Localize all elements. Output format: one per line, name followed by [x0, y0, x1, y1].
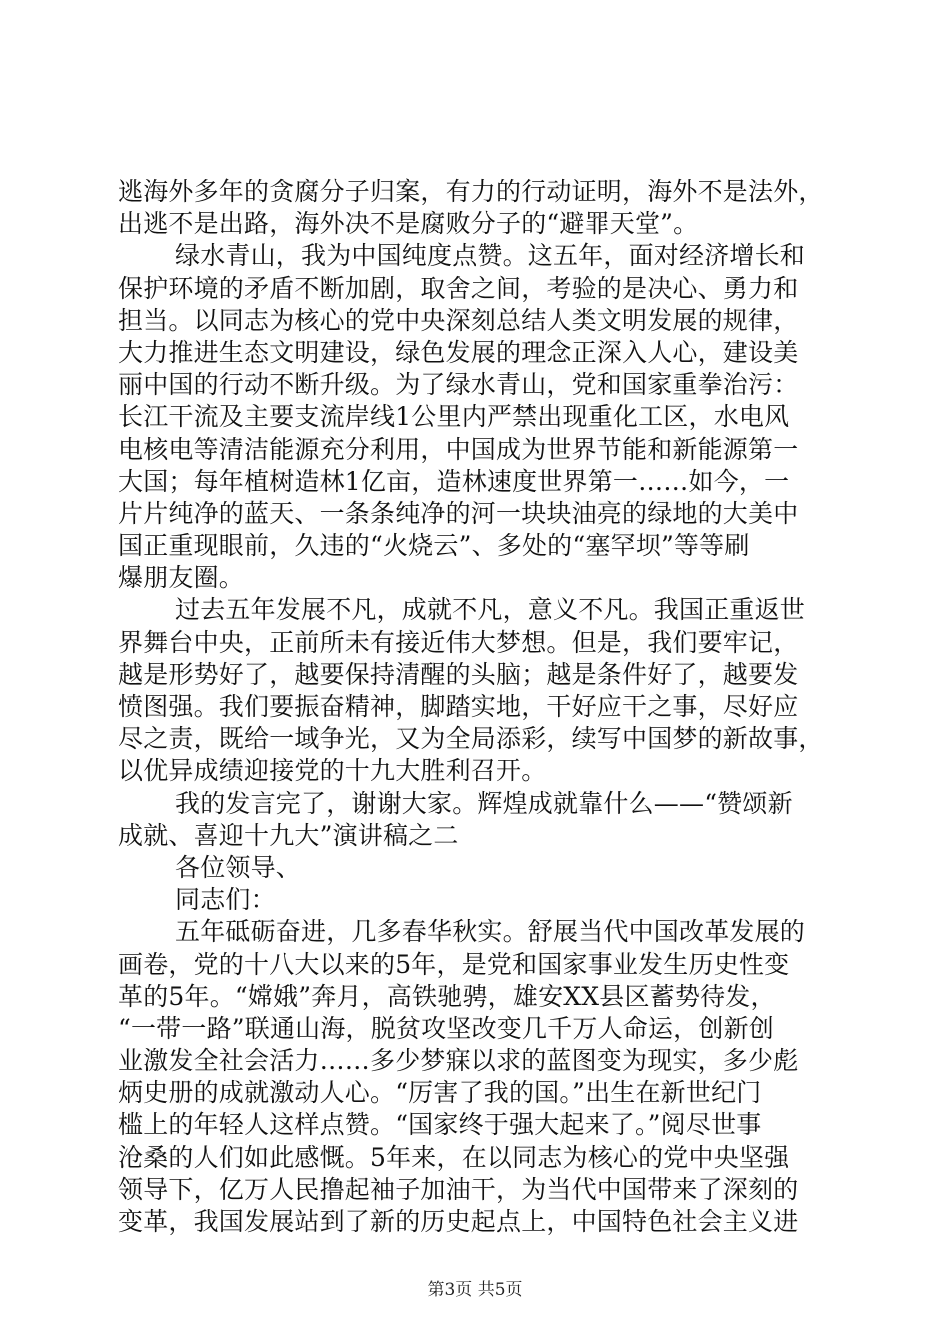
text-line: 我的发言完了，谢谢大家。辉煌成就靠什么——“赞颂新 — [175, 788, 793, 818]
text-line: 保护环境的矛盾不断加剧，取舍之间，考验的是决心、勇力和 — [118, 273, 799, 303]
text-line: 大力推进生态文明建设，绿色发展的理念正深入人心，建设美 — [118, 337, 799, 367]
text-line: 绿水青山，我为中国纯度点赞。这五年，面对经济增长和 — [175, 241, 806, 271]
text-line: 越是形势好了，越要保持清醒的头脑；越是条件好了，越要发 — [118, 659, 799, 689]
page-footer: 第3页 共5页 — [427, 1280, 523, 1300]
text-line: 爆朋友圈。 — [118, 563, 245, 593]
text-line: 长江干流及主要支流岸线1公里内严禁出现重化工区，水电风 — [118, 402, 790, 432]
text-line: 过去五年发展不凡，成就不凡，意义不凡。我国正重返世 — [175, 595, 806, 625]
text-line: 沧桑的人们如此感慨。5年来，在以同志为核心的党中央坚强 — [118, 1142, 790, 1172]
text-line: 五年砥砺奋进，几多春华秋实。舒展当代中国改革发展的 — [175, 917, 806, 947]
text-line: 逃海外多年的贪腐分子归案，有力的行动证明，海外不是法外， — [118, 177, 824, 206]
text-line: 愤图强。我们要振奋精神，脚踏实地，干好应干之事，尽好应 — [118, 692, 799, 721]
text-line: 领导下，亿万人民撸起袖子加油干，为当代中国带来了深刻的 — [118, 1174, 799, 1204]
text-line: 出逃不是出路，海外决不是腐败分子的“避罪天堂”。 — [118, 209, 699, 239]
text-line: 各位领导、 — [175, 852, 302, 882]
text-line: 尽之责，既给一域争光，又为全局添彩，续写中国梦的新故事， — [118, 724, 824, 754]
text-line: 电核电等清洁能源充分利用，中国成为世界节能和新能源第一 — [118, 434, 799, 464]
text-line: 变革，我国发展站到了新的历史起点上，中国特色社会主义进 — [118, 1207, 799, 1236]
text-line: 以优异成绩迎接党的十九大胜利召开。 — [118, 756, 547, 786]
text-line: 丽中国的行动不断升级。为了绿水青山，党和国家重拳治污： — [118, 370, 799, 400]
text-line: 大国；每年植树造林1亿亩，造林速度世界第一……如今，一 — [118, 466, 790, 496]
text-line: 国正重现眼前，久违的“火烧云”、多处的“塞罕坝”等等刷 — [118, 531, 750, 561]
text-line: “一带一路”联通山海，脱贫攻坚改变几千万人命运，创新创 — [118, 1013, 774, 1043]
document-body — [118, 176, 840, 1238]
text-line: 革的5年。“嫦娥”奔月，高铁驰骋，雄安XX县区蓄势待发， — [118, 981, 776, 1011]
text-line: 同志们： — [175, 885, 276, 915]
text-line: 成就、喜迎十九大”演讲稿之二 — [118, 820, 459, 850]
text-line: 担当。以同志为核心的党中央深刻总结人类文明发展的规律， — [118, 305, 799, 335]
text-line: 界舞台中央，正前所未有接近伟大梦想。但是，我们要牢记， — [118, 627, 799, 657]
text-line: 画卷，党的十八大以来的5年，是党和国家事业发生历史性变 — [118, 949, 790, 979]
text-line: 业激发全社会活力……多少梦寐以求的蓝图变为现实，多少彪 — [118, 1046, 799, 1076]
text-line: 槛上的年轻人这样点赞。“国家终于强大起来了。”阅尽世事 — [118, 1110, 762, 1140]
text-line: 炳史册的成就激动人心。“厉害了我的国。”出生在新世纪门 — [118, 1078, 762, 1108]
text-line: 片片纯净的蓝天、一条条纯净的河一块块油亮的绿地的大美中 — [118, 498, 799, 528]
